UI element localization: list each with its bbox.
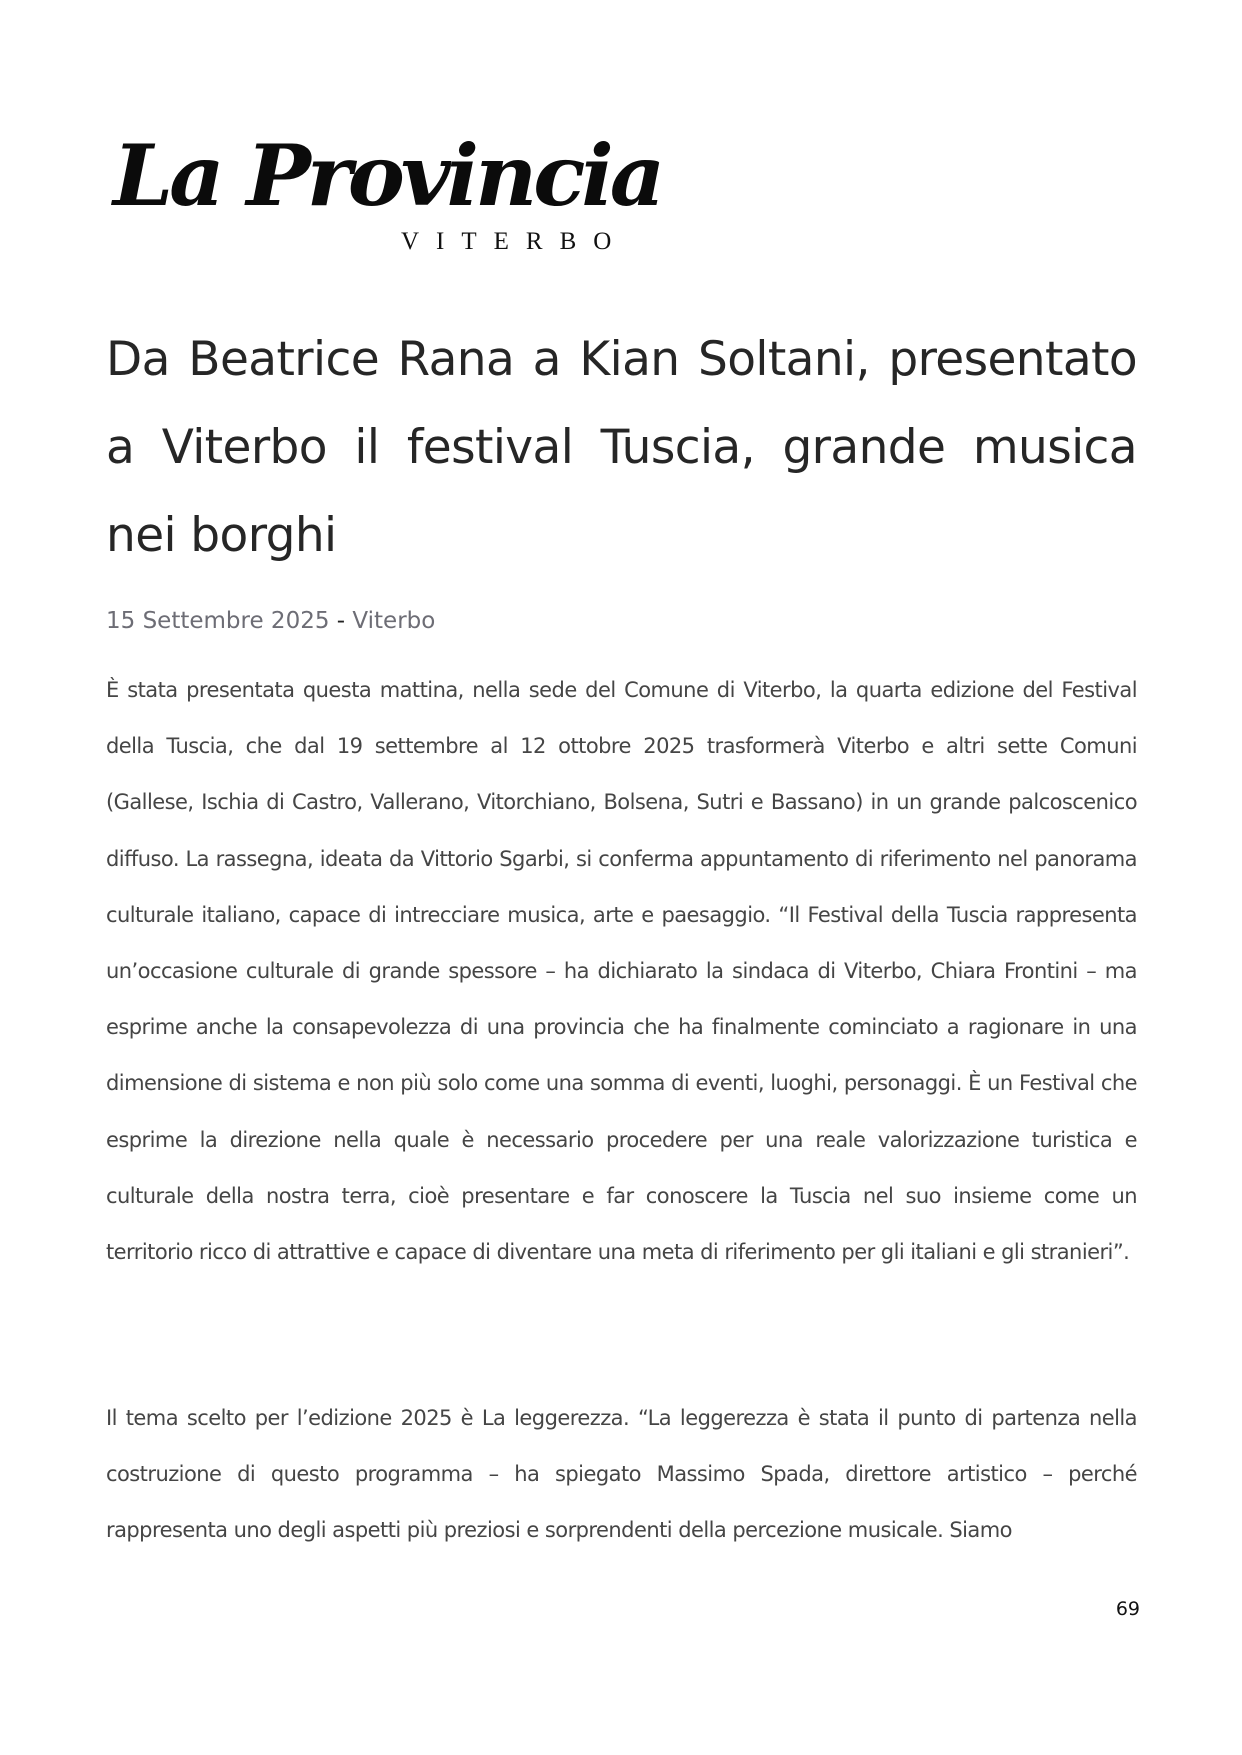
article-title: Da Beatrice Rana a Kian Soltani, presentato a Viterbo il festival Tuscia, grande musica nei borghi <box>106 332 1137 563</box>
article-date: 15 Settembre 2025 <box>106 608 330 634</box>
masthead-logo <box>113 128 663 258</box>
article-meta <box>106 606 435 636</box>
page-number: 69 <box>1115 1598 1140 1620</box>
meta-separator: - <box>336 608 346 634</box>
article-location: Viterbo <box>352 608 436 634</box>
masthead-name: La Provincia <box>113 126 662 225</box>
article-paragraph-2: Il tema scelto per l’edizione 2025 è La leggerezza. “La leggerezza è stata il punto di partenza nella costruzione di questo programma – ha spiegato Massimo Spada, direttore artistico – perché rappresenta uno degli aspetti più preziosi e sorprendenti della percezione musicale. Siamo <box>106 1406 1137 1543</box>
masthead-city: VITERBO <box>401 228 629 255</box>
article-paragraph-1: È stata presentata questa mattina, nella sede del Comune di Viterbo, la quarta edizione del Festival della Tuscia, che dal 19 settembre al 12 ottobre 2025 trasformerà Viterbo e altri sette Comuni (Gallese, Ischia di Castro, Vallerano, Vitorchiano, Bolsena, Sutri e Bassano) in un grande palcoscenico diffuso. La rassegna, ideata da Vittorio Sgarbi, si conferma appuntamento di riferimento nel panorama culturale italiano, capace di intrecciare musica, arte e paesaggio. “Il Festival della Tuscia rappresenta un’occasione culturale di grande spessore – ha dichiarato la sindaca di Viterbo, Chiara Frontini – ma esprime anche la consapevolezza di una provincia che ha finalmente cominciato a ragionare in una dimensione di sistema e non più solo come una somma di eventi, luoghi, personaggi. È un Festival che esprime la direzione nella quale è necessario procedere per una reale valorizzazione turistica e culturale della nostra terra, cioè presentare e far conoscere la Tuscia nel suo insieme come un territorio ricco di attrattive e capace di diventare una meta di riferimento per gli italiani e gli stranieri”. <box>106 678 1137 1265</box>
